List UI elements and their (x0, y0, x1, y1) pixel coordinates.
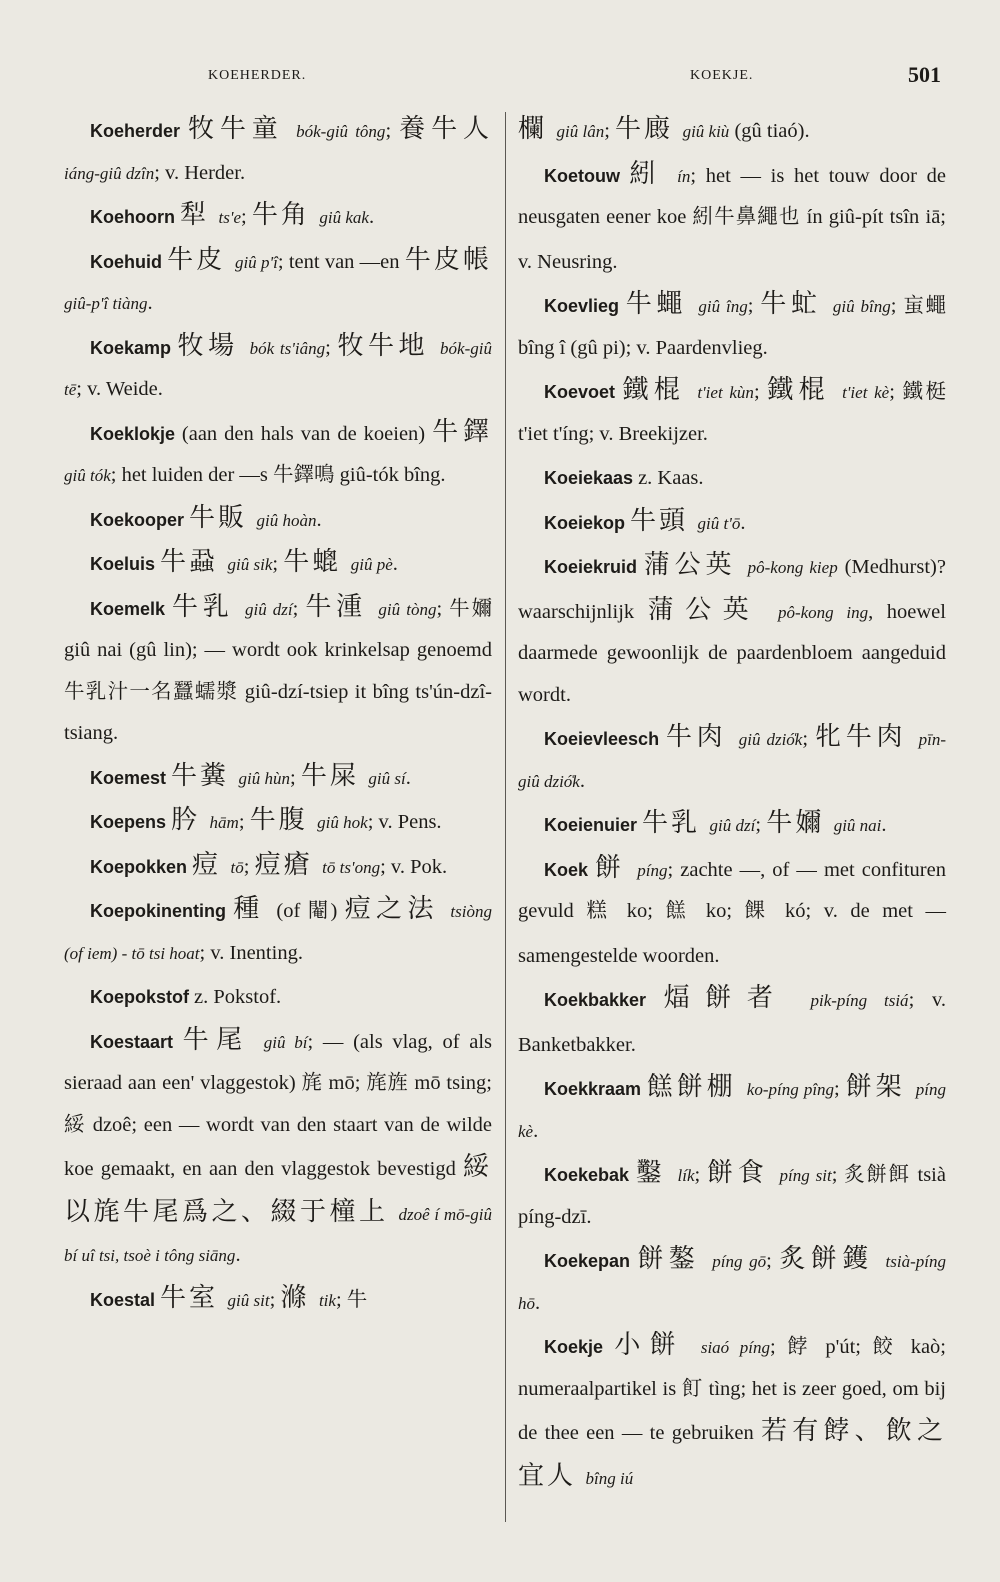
dictionary-entry (518, 977, 946, 1066)
romanization: giû sik (227, 555, 273, 574)
dictionary-entry (518, 108, 946, 153)
romanization: giû dzí (709, 816, 756, 835)
entry-text: ; (755, 814, 767, 836)
entry-text: ; 䖟蠅 bîng î (gû pi); v. Paardenvlieg. (518, 295, 947, 359)
chinese-characters: 牛皮 (167, 244, 235, 274)
dictionary-entry (518, 369, 946, 455)
dictionary-entry (518, 847, 946, 978)
headword: Koekbakker (544, 990, 664, 1010)
chinese-characters: 牛皮帳 (404, 244, 492, 274)
entry-text: . (147, 292, 153, 314)
romanization: giû bí (263, 1032, 308, 1052)
entry-text: . (533, 1119, 539, 1142)
romanization: giû kak (319, 208, 369, 227)
chinese-characters: 餅食 (707, 1158, 780, 1187)
romanization: lík (677, 1166, 695, 1185)
left-running-head: KOEHERDER. (208, 68, 307, 83)
entry-text: (Medhurst)? waarschijnlijk (518, 556, 946, 623)
dictionary-entry (64, 239, 492, 325)
romanization: pīn-giû dzió̍k (518, 730, 946, 791)
chinese-characters: 牛肉 (665, 722, 739, 751)
entry-text: ; het — is het touw door de neusgaten eener koe 紖牛鼻繩也 ín giû-pít tsîn iā; v. Neusring. (518, 164, 946, 273)
chinese-characters: 牛乳 (171, 591, 245, 621)
dictionary-entry (64, 844, 492, 889)
chinese-characters: 牛鐸 (432, 416, 492, 446)
running-head (0, 62, 1000, 92)
entry-text: ; het luiden der —s 牛鐸鳴 giû-tók bîng. (110, 464, 446, 486)
romanization: giû sit (227, 1290, 270, 1310)
headword: Koepokken (90, 856, 193, 877)
dictionary-entry (518, 544, 946, 716)
entry-text: ; (753, 381, 768, 403)
chinese-characters: 牛虻 (760, 289, 833, 318)
entry-text: ; 餑 p'út; 餃 kaò; numeraalpartikel is 飣 tìng; het is zeer goed, om bij de thee een — te gebruiken (518, 1336, 947, 1444)
romanization: ín (677, 166, 691, 186)
entry-text: . (535, 1291, 541, 1314)
entry-text: ; v. Pok. (380, 855, 448, 878)
romanization: giû t'ō (697, 513, 741, 533)
headword: Koepokinenting (90, 901, 234, 921)
chinese-characters: 鐵棍 (767, 375, 843, 404)
romanization: ko-píng pîng (746, 1080, 835, 1099)
dictionary-entry (64, 799, 492, 844)
romanization: tik (318, 1290, 336, 1310)
entry-text: ; 牛嬭 giû nai (gû lin); — wordt ook krinkelsap genoemd 牛乳汁一名蠶蠕漿 giû-dzí-tsiep it bîng ts'ún-dzî-tsiang. (64, 597, 492, 744)
romanization: giû nai (833, 816, 882, 835)
dictionary-entry (518, 1324, 946, 1499)
entry-text: ; (272, 553, 284, 575)
column-divider (505, 112, 506, 1522)
romanization: bók ts'iâng (249, 338, 326, 358)
headword: Koeherder (90, 121, 188, 141)
headword: Koekebak (544, 1165, 636, 1185)
dictionary-entry (64, 541, 492, 586)
romanization: píng (637, 860, 668, 880)
entry-text: ; (604, 120, 616, 142)
romanization: bîng iú (585, 1468, 634, 1488)
entry-text: ; v. Weide. (76, 378, 163, 400)
chinese-characters: 肣 (171, 805, 210, 834)
chinese-characters: 牧牛童 (187, 114, 297, 143)
chinese-characters: 紖 (629, 158, 678, 188)
chinese-characters: 種 (233, 894, 277, 923)
entry-text: (of 閹) (276, 900, 345, 922)
dictionary-entry (518, 283, 946, 369)
romanization: pik-píng tsiá (810, 991, 909, 1010)
entry-text: ; (292, 597, 306, 620)
chinese-characters: 蒲公英 (647, 594, 778, 624)
entry-text: ; (243, 855, 255, 878)
chinese-characters: 牛湩 (305, 591, 379, 621)
entry-text: . (881, 814, 887, 836)
entry-text: z. Kaas. (638, 467, 704, 489)
entry-text: ; v. Inenting. (199, 941, 303, 964)
dictionary-entry (64, 755, 492, 800)
chinese-characters: 牛蠅 (625, 289, 699, 318)
chinese-characters: 牛角 (251, 200, 320, 229)
romanization: bók-giû tông (296, 122, 386, 141)
romanization: tō (230, 857, 244, 877)
dictionary-entry (64, 497, 492, 542)
dictionary-entry (64, 325, 492, 411)
headword: Koestaart (90, 1031, 183, 1052)
chinese-characters: 餅鏊 (637, 1244, 713, 1273)
romanization: hām (209, 813, 239, 832)
romanization: giû sí (368, 768, 406, 788)
dictionary-entry (518, 1152, 946, 1238)
headword: Koeiekruid (544, 557, 644, 577)
chinese-characters: 養牛人 (399, 114, 492, 143)
headword: Koepens (90, 812, 172, 832)
chinese-characters: 餅 (594, 852, 638, 882)
entry-text: ; zachte —, of — met confituren gevuld 糕 ko; 餻 ko; 餜 kó; v. de met — samengestelde woorden. (518, 858, 946, 967)
entry-text: , hoewel daarmede gewoonlijk de paardenbloem aangeduid wordt. (518, 600, 946, 706)
headword: Koekkraam (544, 1079, 647, 1099)
dictionary-entry (64, 194, 492, 239)
chinese-characters: 煏餅者 (663, 983, 811, 1012)
chinese-characters: 牛尾 (182, 1024, 264, 1054)
page-number: 501 (908, 62, 941, 87)
chinese-characters: 牝牛肉 (814, 722, 919, 751)
entry-text: ; (834, 1078, 846, 1100)
dictionary-entry (64, 1277, 492, 1322)
chinese-characters: 牛廄 (615, 114, 683, 143)
headword: Koevlieg (544, 296, 626, 316)
romanization: giû lân (556, 122, 605, 141)
dictionary-entry (518, 500, 946, 545)
chinese-characters: 炙餅鑊 (779, 1244, 886, 1273)
entry-text: (aan den hals van de koeien) (181, 422, 433, 445)
headword: Koemelk (90, 598, 172, 619)
dictionary-entry (518, 1066, 946, 1152)
romanization: giû p'î (234, 252, 278, 272)
romanization: giû hùn (238, 768, 291, 788)
chinese-characters: 欄 (518, 114, 557, 143)
headword: Koestal (90, 1289, 161, 1310)
entry-text: . (392, 553, 398, 575)
romanization: giû bîng (832, 297, 891, 316)
dictionary-entry (64, 411, 492, 497)
chinese-characters: 鐵棍 (622, 375, 698, 404)
romanization: iáng-giû dzîn (64, 163, 155, 183)
headword: Koeiekop (544, 512, 631, 533)
entry-text: ; (802, 728, 815, 750)
chinese-characters: 犁 (180, 200, 219, 229)
headword: Koemest (90, 767, 172, 788)
chinese-characters: 牛屎 (300, 760, 369, 790)
headword: Koetouw (544, 165, 630, 186)
chinese-characters: 牛乳 (642, 808, 710, 837)
romanization: t'iet kùn (697, 383, 754, 402)
entry-text: ; (290, 766, 301, 789)
chinese-characters: 痘瘡 (254, 849, 323, 879)
chinese-characters: 蒲公英 (643, 550, 748, 579)
entry-text: ; (747, 295, 761, 317)
headword: Koevoet (544, 382, 623, 402)
chinese-characters: 牛糞 (171, 760, 239, 790)
entry-text: ; 炙餅餌 tsià píng-dzī. (518, 1164, 946, 1228)
chinese-characters: 滌 (280, 1282, 319, 1312)
romanization: giû hoàn (256, 510, 317, 530)
headword: Koeienuier (544, 815, 643, 835)
chinese-characters: 綏以旄牛尾爲之、綴于橦上 (64, 1152, 492, 1226)
entry-text: ; (325, 336, 338, 359)
entry-text: . (316, 508, 322, 531)
dictionary-entry (64, 1019, 492, 1277)
entry-text: ; (238, 811, 250, 833)
entry-text: . (235, 1244, 241, 1266)
chinese-characters: 牛嬭 (766, 808, 834, 837)
right-running-head: KOEKJE. (690, 68, 754, 83)
entry-text: ; (269, 1288, 281, 1311)
headword: Koeluis (90, 554, 161, 574)
entry-text: . (740, 511, 746, 534)
romanization: píng sit (779, 1166, 832, 1185)
romanization: tsiòng (of iem) - tō tsi hoat (64, 902, 492, 963)
romanization: giû dzió̍k (738, 730, 803, 749)
romanization: giû tók (64, 466, 111, 485)
romanization: giû kiù (682, 122, 730, 141)
chinese-characters: 牛販 (189, 502, 257, 532)
headword: Koeiekaas (544, 468, 639, 488)
dictionary-entry (518, 716, 946, 802)
romanization: pô-kong kiep (747, 558, 838, 577)
dictionary-entry (64, 108, 492, 194)
entry-text: ; (694, 1164, 708, 1186)
entry-text: z. Pokstof. (194, 986, 282, 1008)
romanization: tsià-píng hō (518, 1252, 946, 1313)
headword: Koekepan (544, 1251, 638, 1271)
entry-text: ; 鐵梃 t'iet t'íng; v. Breekijzer. (518, 381, 946, 445)
chinese-characters: 牧場 (177, 330, 250, 360)
romanization: píng kè (518, 1080, 946, 1141)
romanization: giû pè (350, 555, 393, 574)
headword: Koeievleesch (544, 729, 666, 749)
chinese-characters: 牧牛地 (337, 330, 441, 360)
dictionary-entry (518, 455, 946, 500)
entry-text: ; v. Banketbakker. (518, 989, 947, 1056)
entry-text: . (579, 769, 585, 792)
romanization: dzoê í mō-giû bí uî tsi, tsoè i tông siāng (64, 1204, 492, 1265)
entry-text: ; (385, 120, 400, 142)
romanization: ts'e (218, 208, 242, 227)
chinese-characters: 小餅 (614, 1330, 701, 1359)
chinese-characters: 痘之法 (344, 894, 451, 923)
romanization: giû tòng (378, 599, 437, 619)
chinese-characters: 痘 (192, 849, 231, 879)
chinese-characters: 餻餅棚 (646, 1072, 747, 1101)
entry-text: ; v. Herder. (154, 161, 246, 184)
dictionary-entry (518, 802, 946, 847)
entry-text: ; (241, 206, 252, 228)
romanization: tō ts'ong (322, 857, 381, 877)
headword: Koekje (544, 1337, 615, 1357)
romanization: píng gō (712, 1252, 767, 1271)
entry-text: . (405, 766, 411, 789)
romanization: t'iet kè (842, 383, 890, 402)
headword: Koehoorn (90, 207, 180, 227)
romanization: siaó píng (700, 1338, 770, 1357)
romanization: bók-giû tē (64, 338, 492, 399)
entry-text: ; v. Pens. (367, 811, 442, 833)
headword: Koek (544, 859, 595, 880)
chinese-characters: 牛頭 (630, 505, 698, 535)
dictionary-entry (518, 1238, 946, 1324)
headword: Koekamp (90, 337, 178, 358)
chinese-characters: 牛室 (160, 1282, 228, 1312)
chinese-characters: 鑿 (635, 1158, 678, 1187)
entry-text: (gû tiaó). (729, 120, 810, 142)
chinese-characters: 牛螕 (283, 547, 351, 576)
romanization: giû dzí (244, 599, 293, 619)
chinese-characters: 餅架 (845, 1072, 916, 1101)
entry-text: ; 牛 (335, 1288, 368, 1311)
dictionary-entry (64, 888, 492, 974)
headword: Koehuid (90, 251, 168, 272)
entry-text: ; tent van —en (277, 250, 405, 273)
dictionary-entry (518, 153, 946, 284)
entry-text: . (368, 206, 375, 228)
chinese-characters: 若有餑、飲之宜人 (518, 1416, 946, 1490)
chinese-characters: 牛腹 (249, 805, 318, 834)
romanization: pô-kong ing (777, 602, 869, 622)
entry-text: ; — (als vlag, of als sieraad aan een' vlaggestok) 旄 mō; 旄旌 mō tsing; 綏 dzoê; een — wordt van den staart van de wilde koe gemaakt, en aan den vlaggestok bevestigd (64, 1030, 492, 1180)
headword: Koeklokje (90, 423, 182, 444)
headword: Koekooper (90, 509, 190, 530)
right-column (518, 108, 946, 1499)
entry-text: ; (766, 1250, 780, 1272)
dictionary-entry (64, 586, 492, 755)
chinese-characters: 牛蝨 (160, 547, 228, 576)
headword: Koepokstof (90, 987, 195, 1007)
dictionary-entry (64, 974, 492, 1019)
left-column (64, 108, 492, 1321)
romanization: giû-p'î tiàng (64, 294, 148, 313)
romanization: giû îng (698, 297, 748, 316)
romanization: giû hok (317, 813, 368, 832)
